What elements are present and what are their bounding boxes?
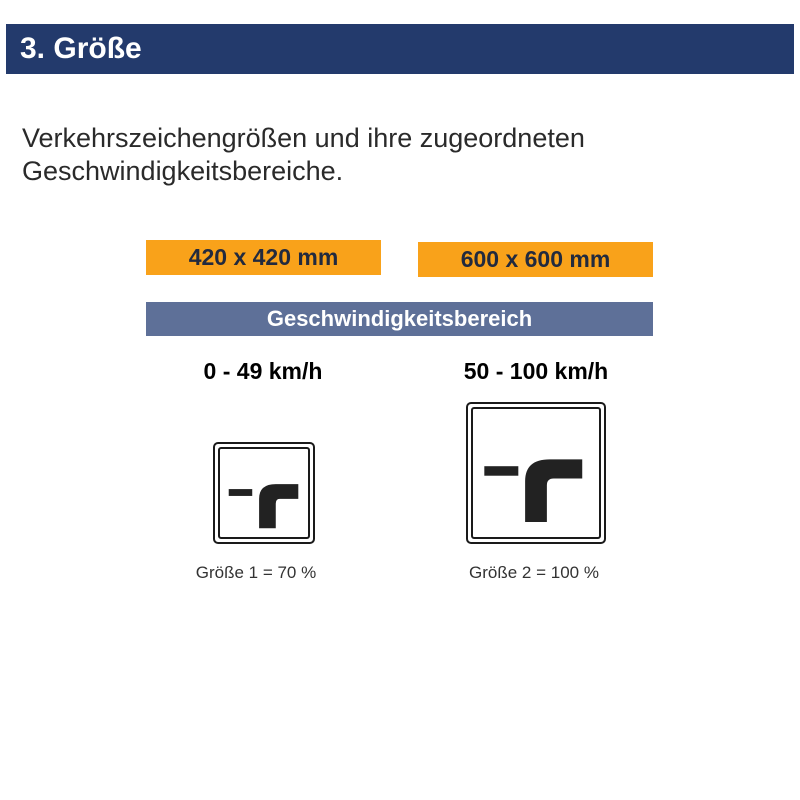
traffic-sign-small xyxy=(213,442,315,544)
size-caption-small: Größe 1 = 70 % xyxy=(195,563,317,582)
size-badge-small: 420 x 420 mm xyxy=(146,240,381,275)
size-caption-large: Größe 2 = 100 % xyxy=(469,563,599,582)
section-title: 3. Größe xyxy=(20,32,142,65)
intro-text: Verkehrszeichengrößen und ihre zugeordneten Geschwindigkeitsbereiche. xyxy=(22,123,585,186)
priority-road-bend-icon xyxy=(215,444,313,542)
priority-road-bend-icon xyxy=(468,404,604,542)
traffic-sign-large xyxy=(466,402,606,544)
section-header xyxy=(6,24,794,74)
speed-range-small: 0 - 49 km/h xyxy=(203,358,323,384)
size-badge-large: 600 x 600 mm xyxy=(418,242,653,277)
speed-range-heading: Geschwindigkeitsbereich xyxy=(146,302,653,336)
speed-range-large: 50 - 100 km/h xyxy=(463,358,609,384)
